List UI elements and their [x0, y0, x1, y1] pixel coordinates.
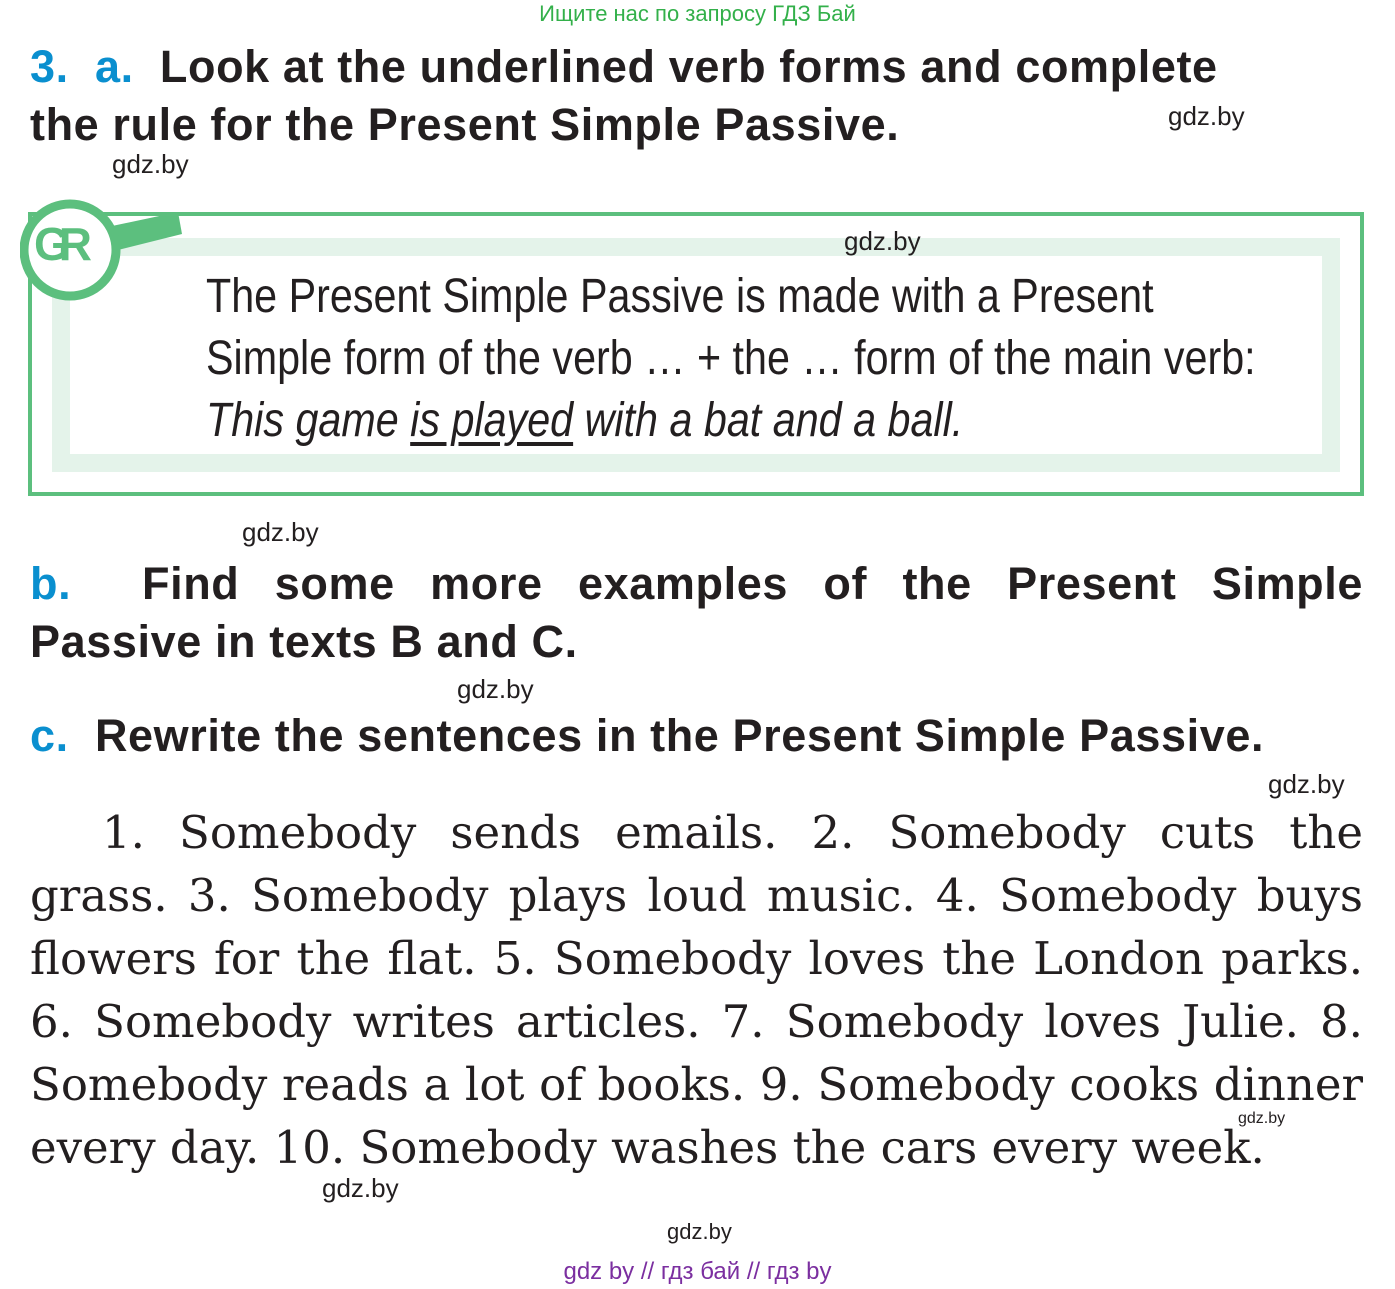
- watermark: gdz.by: [1168, 101, 1245, 131]
- watermark: gdz.by: [1238, 1110, 1286, 1127]
- watermark: gdz.by: [1268, 769, 1345, 799]
- task-letter-b: b.: [30, 558, 72, 609]
- grammar-rule-text: [206, 266, 1307, 452]
- task-a-text-line2: the rule for the Present Simple Passive.: [30, 99, 900, 150]
- rule-line-2: Simple form of the verb … + the … form of the main verb:: [206, 332, 1256, 385]
- watermark: gdz.by: [112, 149, 189, 179]
- magnifier-handle-icon: [112, 212, 182, 250]
- task-letter-a: a.: [94, 41, 134, 92]
- exercise-sentences: [30, 801, 1363, 1179]
- top-banner: Ищите нас по запросу ГДЗ Бай: [539, 1, 856, 26]
- watermark: gdz.by: [457, 674, 534, 704]
- rule-line-1: The Present Simple Passive is made with a Present: [206, 270, 1154, 323]
- rule-example: [206, 390, 1307, 452]
- task-c-heading: [30, 707, 1365, 765]
- task-c-text: Rewrite the sentences in the Present Simple Passive.: [94, 710, 1265, 761]
- example-end: with a bat and a ball.: [573, 394, 964, 447]
- task-a-text-line1: Look at the underlined verb forms and complete: [159, 41, 1218, 92]
- task-b-heading-line1: [30, 555, 1363, 613]
- grammar-reference-icon: [20, 198, 190, 308]
- task-b-text-line1: Find some more examples of the Present Simple: [142, 558, 1363, 609]
- footer-links: gdz by // гдз бай // гдз by: [563, 1258, 832, 1285]
- watermark: gdz.by: [667, 1219, 732, 1244]
- example-underlined-verb: is played: [410, 394, 574, 447]
- watermark: gdz.by: [242, 517, 319, 547]
- exercise-paragraph: 1. Somebody sends emails. 2. Somebody cuts the grass. 3. Somebody plays loud music. 4. Somebody buys flowers for the flat. 5. Somebody loves the London parks. 6. Somebody writes articles. 7. Somebody loves Julie. 8. Somebody reads a lot of books. 9. Somebody cooks dinner every day. 10. Somebody washes the cars every week.: [30, 806, 1363, 1174]
- watermark: gdz.by: [844, 226, 921, 256]
- task-number: 3.: [30, 41, 69, 92]
- watermark: gdz.by: [322, 1173, 399, 1203]
- logo-letters: GR: [34, 218, 92, 270]
- task-b-text-line2: Passive in texts B and C.: [30, 616, 578, 667]
- task-letter-c: c.: [30, 710, 69, 761]
- example-start: This game: [206, 394, 411, 447]
- task-3a-heading: [30, 38, 1370, 96]
